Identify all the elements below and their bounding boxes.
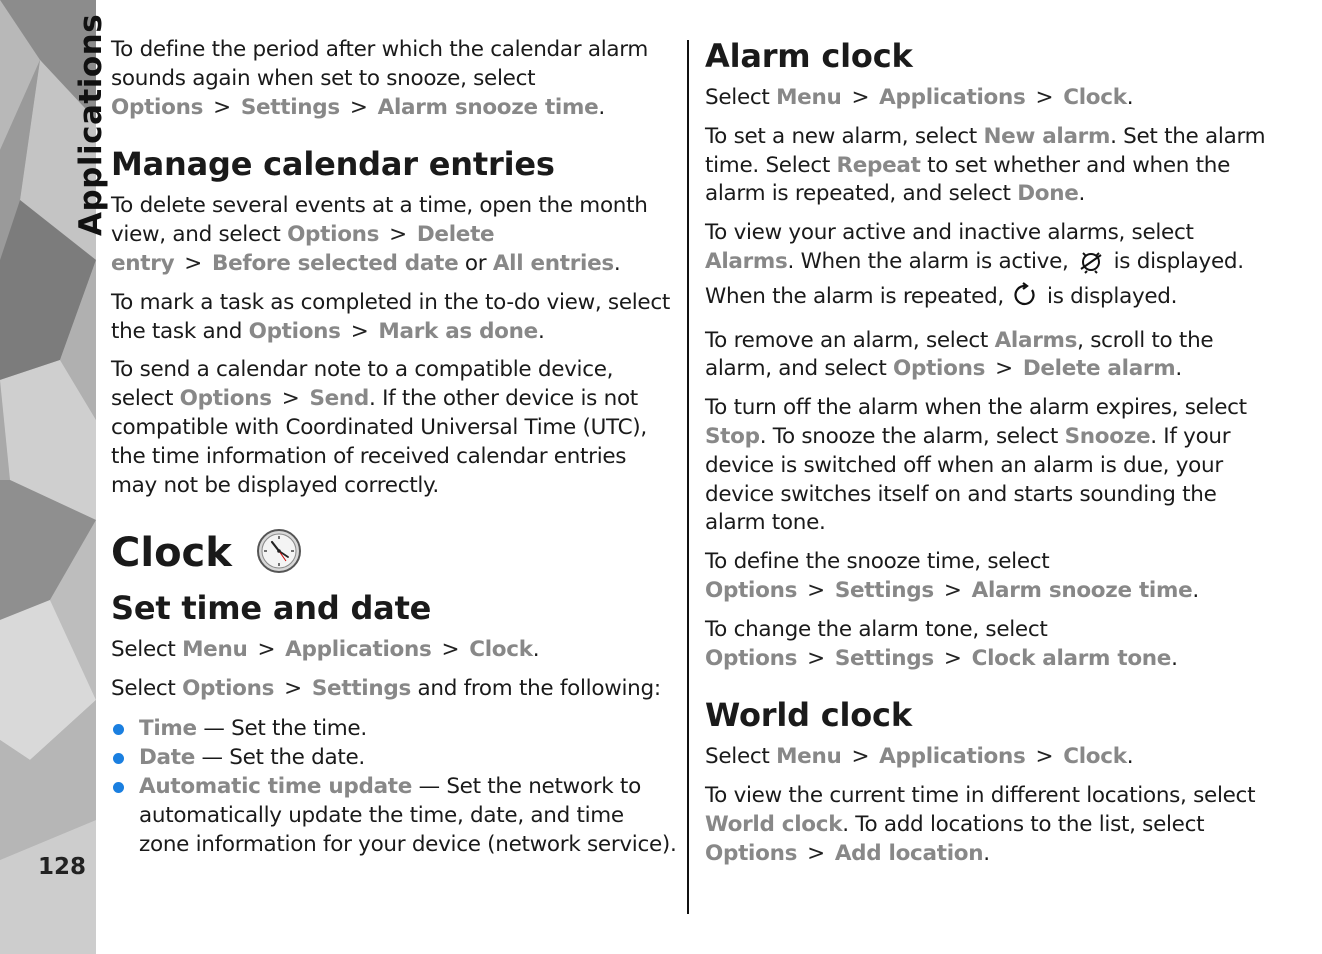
section-title: Applications (73, 13, 109, 236)
repeat-icon (1012, 282, 1038, 317)
world-select-paragraph: Select Menu > Applications > Clock. (705, 744, 1134, 770)
set-time-date-heading: Set time and date (111, 589, 432, 628)
clock-heading: Clock (111, 530, 232, 577)
turn-off-alarm-paragraph: To turn off the alarm when the alarm expires, select Stop. To snooze the alarm, select Snooze. If your device is switched off when an alarm is due, your device switches itself on and starts sounding the alarm tone. (705, 395, 1247, 536)
bullet-icon (113, 724, 124, 735)
alarm-active-icon (1077, 249, 1105, 282)
sidebar (0, 0, 109, 954)
options-link: Options (111, 94, 204, 120)
settings-list (111, 714, 677, 859)
list-item: Date — Set the date. (111, 743, 677, 772)
alarm-select-paragraph: Select Menu > Applications > Clock. (705, 85, 1134, 110)
remove-alarm-paragraph: To remove an alarm, select Alarms, scroll to the alarm, and select Options > Delete alarm. (705, 327, 1214, 382)
settings-link: Settings (240, 94, 340, 120)
select-clock-paragraph: Select Menu > Applications > Clock. (111, 637, 540, 663)
world-clock-heading: World clock (705, 696, 912, 735)
snooze-time-paragraph: To define the snooze time, select Options > Settings > Alarm snooze time. (705, 549, 1199, 603)
send-note-paragraph: To send a calendar note to a compatible device, select Options > Send. If the other device is not compatible with Coordinated Universal Time (UTC), the time information of received calendar entries may not be displayed correctly. (111, 357, 647, 498)
alarm-snooze-time-link: Alarm snooze time (377, 94, 599, 120)
alarm-clock-heading: Alarm clock (705, 37, 913, 75)
new-alarm-paragraph: To set a new alarm, select New alarm. Set the alarm time. Select Repeat to set whether and when the alarm is repeated, and select Done. (705, 123, 1266, 207)
select-settings-paragraph: Select Options > Settings and from the following: (111, 676, 661, 702)
clock-heading-row (111, 528, 677, 578)
view-alarms-paragraph: To view your active and inactive alarms, select Alarms. When the alarm is active, is displayed. When the alarm is repeated, is displayed. (705, 219, 1271, 316)
manage-calendar-heading: Manage calendar entries (111, 145, 555, 184)
clock-icon (256, 528, 302, 578)
snooze-paragraph: To define the period after which the calendar alarm sounds again when set to snooze, select Options > Settings > Alarm snooze time. (111, 37, 649, 120)
mark-done-paragraph: To mark a task as completed in the to-do view, select the task and Options > Mark as done. (111, 289, 671, 344)
bullet-icon (113, 782, 124, 793)
column-divider (687, 40, 689, 914)
left-column (111, 36, 677, 859)
page-number: 128 (38, 854, 87, 880)
list-item: Time — Set the time. (111, 714, 677, 743)
list-item: Automatic time update — Set the network to automatically update the time, date, and time zone information for your device (network service). (111, 772, 677, 859)
delete-entries-paragraph: To delete several events at a time, open the month view, and select Options > Delete entry > Before selected date or All entries. (111, 193, 648, 276)
right-column (705, 36, 1271, 879)
world-clock-paragraph: To view the current time in different locations, select World clock. To add locations to the list, select Options > Add location. (705, 783, 1256, 866)
alarm-tone-paragraph: To change the alarm tone, select Options > Settings > Clock alarm tone. (705, 616, 1178, 671)
bullet-icon (113, 753, 124, 764)
